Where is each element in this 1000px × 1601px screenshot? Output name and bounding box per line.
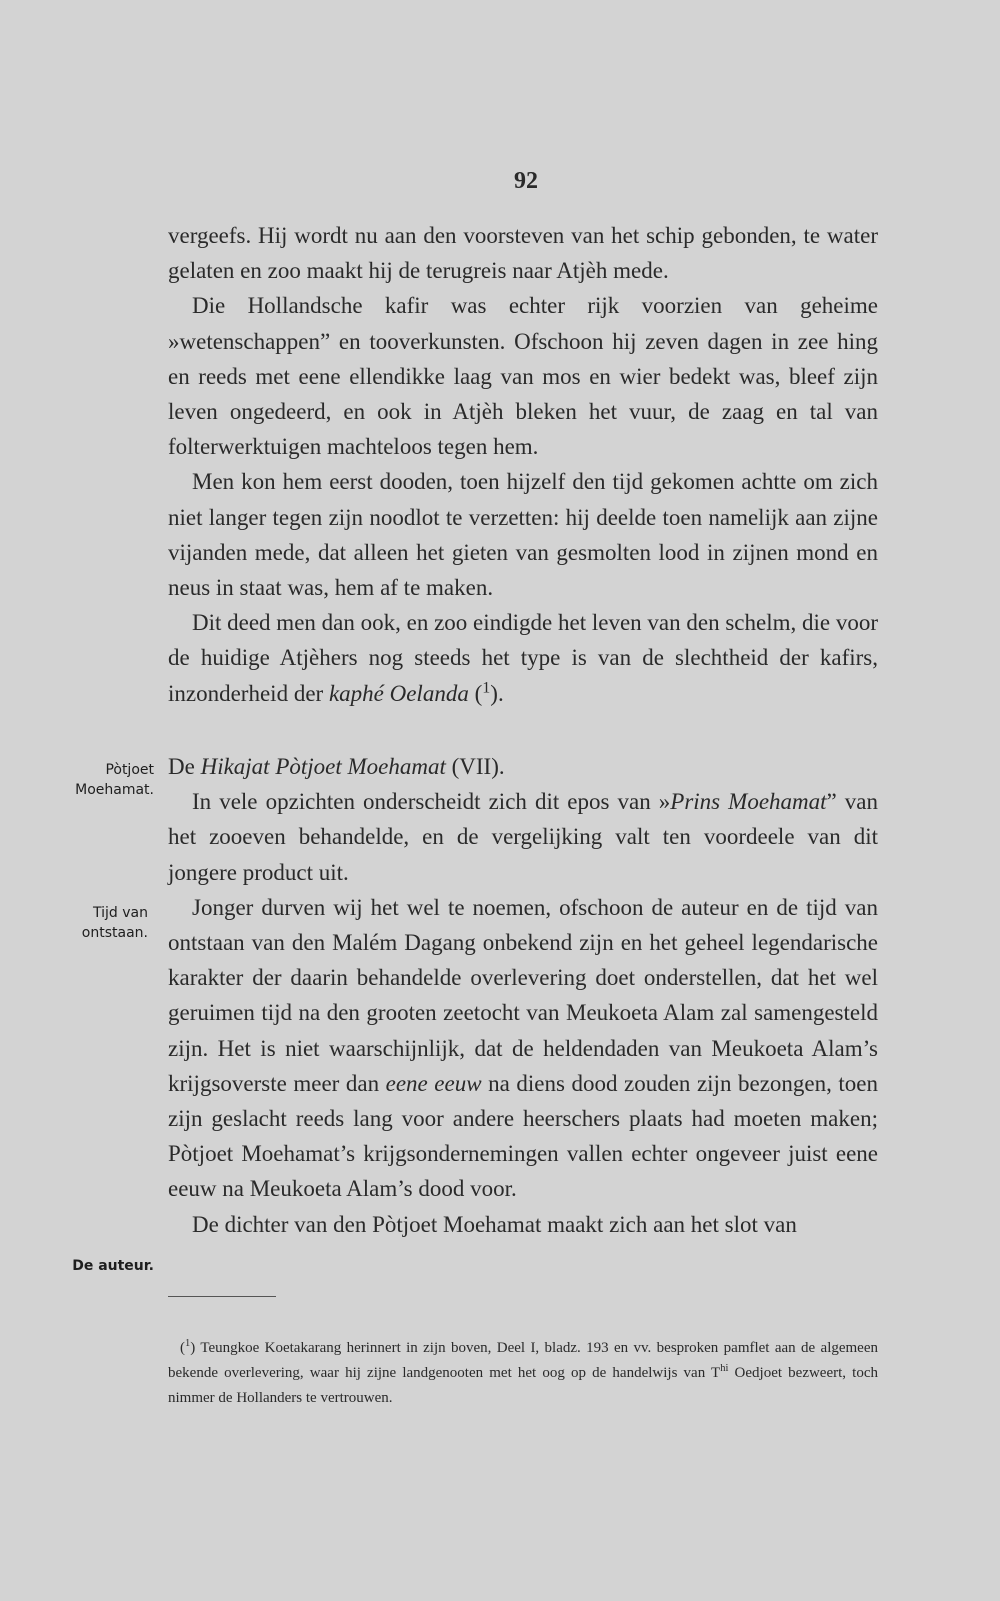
footnote-bracket: (	[180, 1340, 185, 1356]
page-number: 92	[514, 168, 538, 194]
paragraph: Die Hollandsche kafir was echter rijk voorzien van geheime »wetenschappen” en tooverkunsten. Ofschoon hij zeven dagen in zee hing en reeds met eene ellendikke laag van mos en wier bedekt was, bleef zijn leven ongedeerd, en ook in Atjèh bleken het vuur, de zaag en tal van folterwerktuigen machteloos tegen hem.	[168, 293, 878, 460]
text-block-main	[168, 749, 878, 1242]
paragraph-text: ).	[490, 680, 504, 706]
footnote	[168, 1336, 878, 1411]
margin-note-potjoet-moehamat	[40, 760, 154, 800]
footnote-bracket: )	[190, 1340, 196, 1356]
paragraph	[168, 605, 878, 711]
margin-note-line: Tijd van	[93, 905, 148, 921]
title-abbreviation-sup: hi	[720, 1363, 729, 1374]
footnote-reference: 1	[482, 678, 491, 696]
paragraph-text: Dit deed men dan ook, en zoo eindigde het leven van den schelm, die voor de huidige Atjèhers nog steeds het type is van de slechtheid der kafirs, inzonderheid der	[168, 610, 878, 706]
heading-suffix: (VII).	[445, 754, 505, 779]
paragraph	[168, 1207, 878, 1242]
paragraph	[168, 890, 878, 1207]
margin-note-line: ontstaan.	[81, 925, 148, 941]
paragraph-text: (	[468, 680, 483, 706]
footnote-marker: 1	[185, 1338, 191, 1349]
section-heading	[168, 749, 878, 784]
paragraph-text: ” van het zooeven behandelde, en de vergelijking valt ten voordeele van dit jongere product uit.	[168, 789, 878, 885]
paragraph: Men kon hem eerst dooden, toen hijzelf den tijd gekomen achtte om zich niet langer tegen zijn noodlot te verzetten: hij deelde toen namelijk aan zijne vijanden mede, dat alleen het gieten van gesmolten lood in zijnen mond en neus in staat was, hem af te maken.	[168, 469, 878, 601]
footnote-text: Teungkoe Koetakarang herinnert in zijn boven, Deel I, bladz. 193 en vv. besproken pamflet aan de algemeen bekende overlevering, waar hij zijne landgenooten met het oog op de handelwijs van T	[168, 1340, 878, 1381]
margin-note-tijd-van-ontstaan	[40, 903, 148, 943]
footnote-divider	[168, 1296, 276, 1297]
heading-prefix: De	[168, 754, 201, 779]
paragraph	[168, 784, 878, 890]
paragraph: vergeefs. Hij wordt nu aan den voorsteven van het schip gebonden, te water gelaten en zoo maakt hij de terugreis naar Atjèh mede.	[168, 223, 878, 284]
text-block-top	[168, 218, 878, 711]
paragraph-text: na diens dood zouden zijn bezongen, toen zijn geslacht reeds lang voor andere heerschers plaats had moeten maken; Pòtjoet Moehamat’s krijgsondernemingen vallen echter ongeveer juist eene eeuw na Meukoeta Alam’s dood voor.	[168, 1070, 879, 1202]
margin-note-line: De auteur.	[72, 1258, 154, 1274]
footnote-text: Oedjoet bezweert, toch nimmer de Hollanders te vertrouwen.	[168, 1365, 878, 1406]
heading-title: Hikajat Pòtjoet Moehamat	[200, 754, 446, 779]
italic-term: Prins Moehamat	[670, 789, 827, 815]
paragraph-text: Jonger durven wij het wel te noemen, ofschoon de auteur en de tijd van ontstaan van den Malém Dagang onbekend zijn en het geheel legendarische karakter der daarin behandelde overlevering doet onderstellen, dat het wel geruimen tijd na den grooten zeetocht van Meukoeta Alam zal samengesteld zijn. Het is niet waarschijnlijk, dat de heldendaden van Meukoeta Alam’s krijgsoverste meer dan	[168, 894, 878, 1096]
italic-term: kaphé Oelanda	[328, 680, 469, 706]
margin-note-line: Moehamat.	[75, 782, 154, 798]
paragraph-text: In vele opzichten onderscheidt zich dit epos van »	[192, 789, 671, 815]
paragraph-text: De dichter van den Pòtjoet Moehamat maakt zich aan het slot van	[192, 1211, 797, 1237]
margin-note-de-auteur	[40, 1256, 154, 1276]
italic-term: eene eeuw	[385, 1070, 482, 1096]
margin-note-line: Pòtjoet	[105, 762, 154, 778]
